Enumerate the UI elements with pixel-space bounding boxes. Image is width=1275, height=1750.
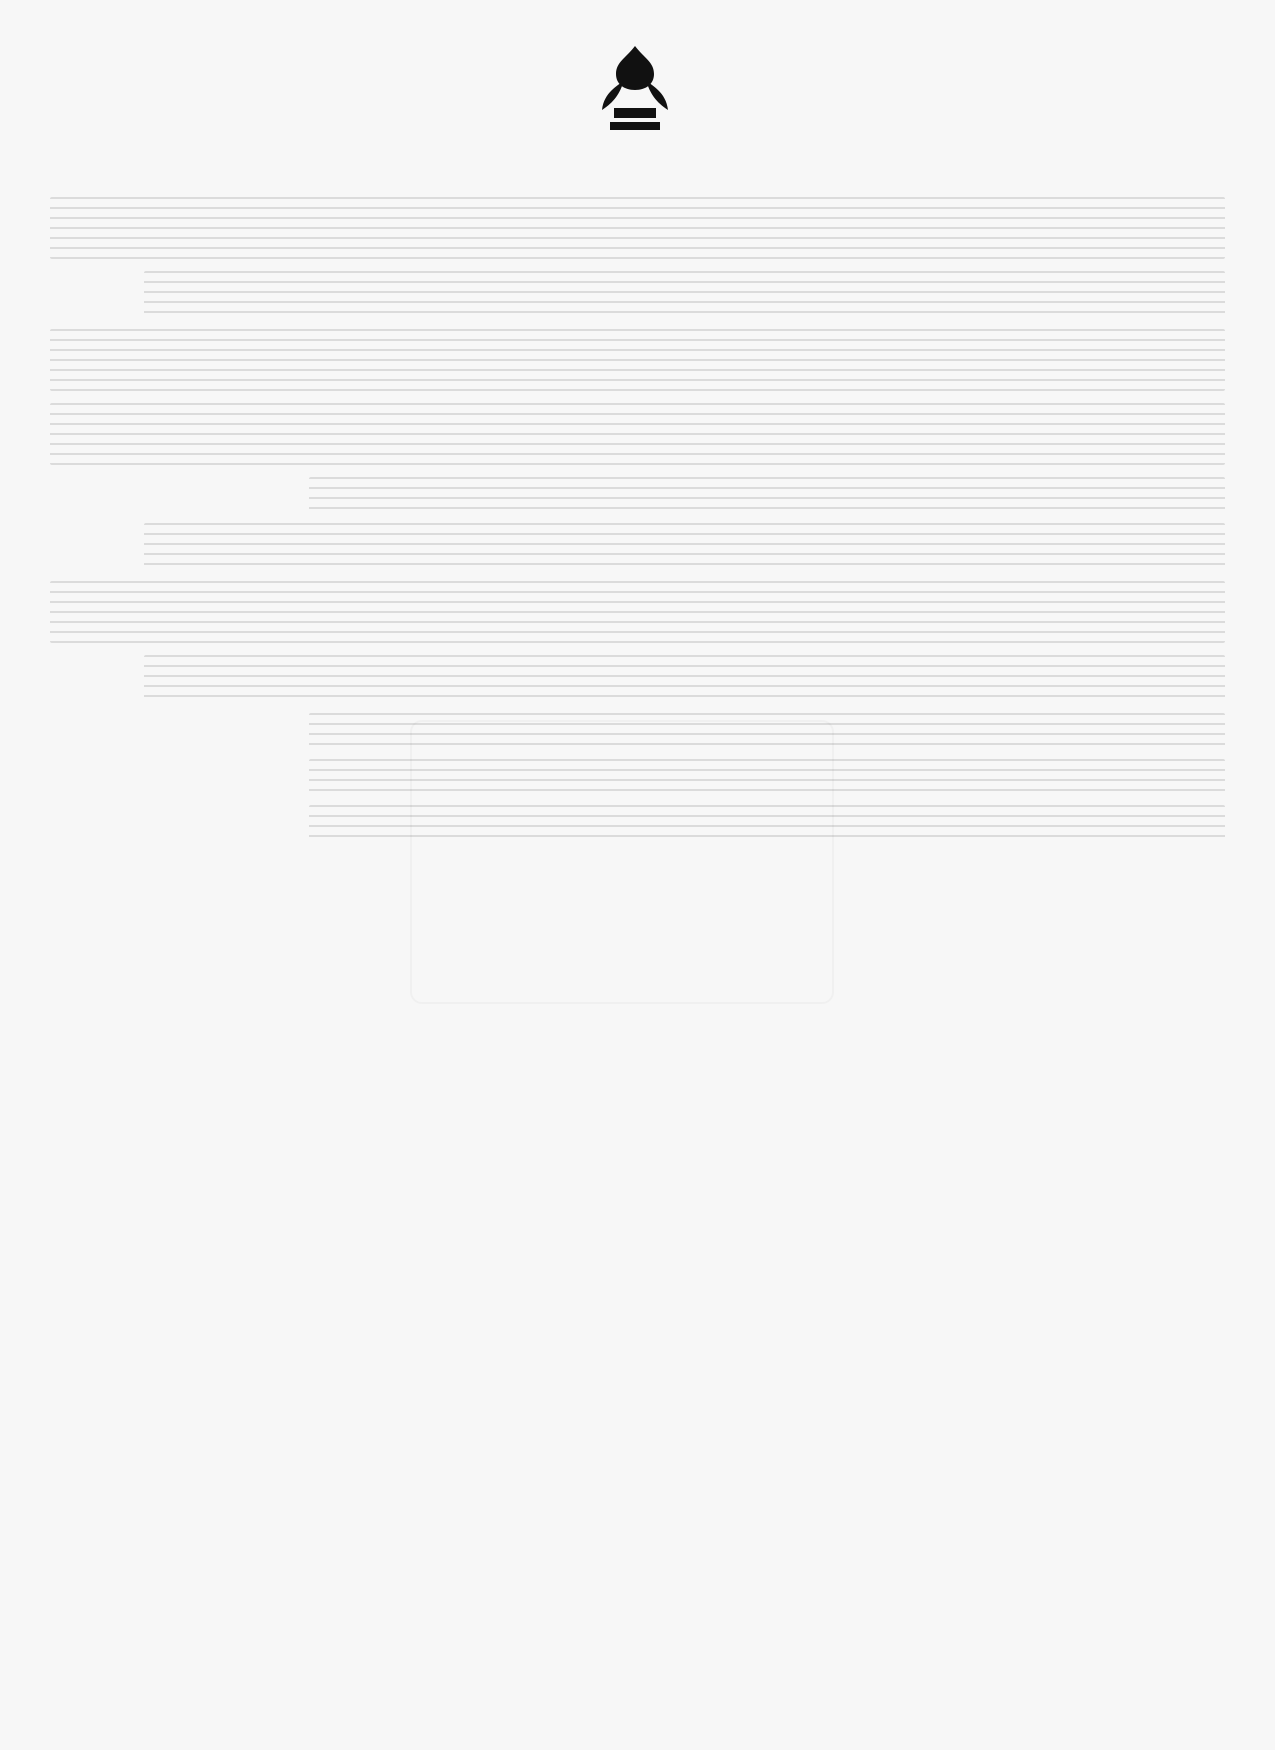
- header: [40, 24, 1235, 179]
- company-logo-icon: [580, 40, 690, 140]
- paragraph-placeholder: [50, 581, 1225, 643]
- paragraph-placeholder: [50, 197, 1225, 259]
- paragraph-placeholder: [144, 655, 1225, 701]
- paragraph-placeholder: [50, 403, 1225, 465]
- paragraph-placeholder: [144, 523, 1225, 569]
- logo: [580, 40, 690, 140]
- watermark: [410, 720, 834, 1004]
- paragraph-placeholder: [309, 477, 1226, 511]
- paragraph-placeholder: [50, 329, 1225, 391]
- paragraph-placeholder: [144, 271, 1225, 317]
